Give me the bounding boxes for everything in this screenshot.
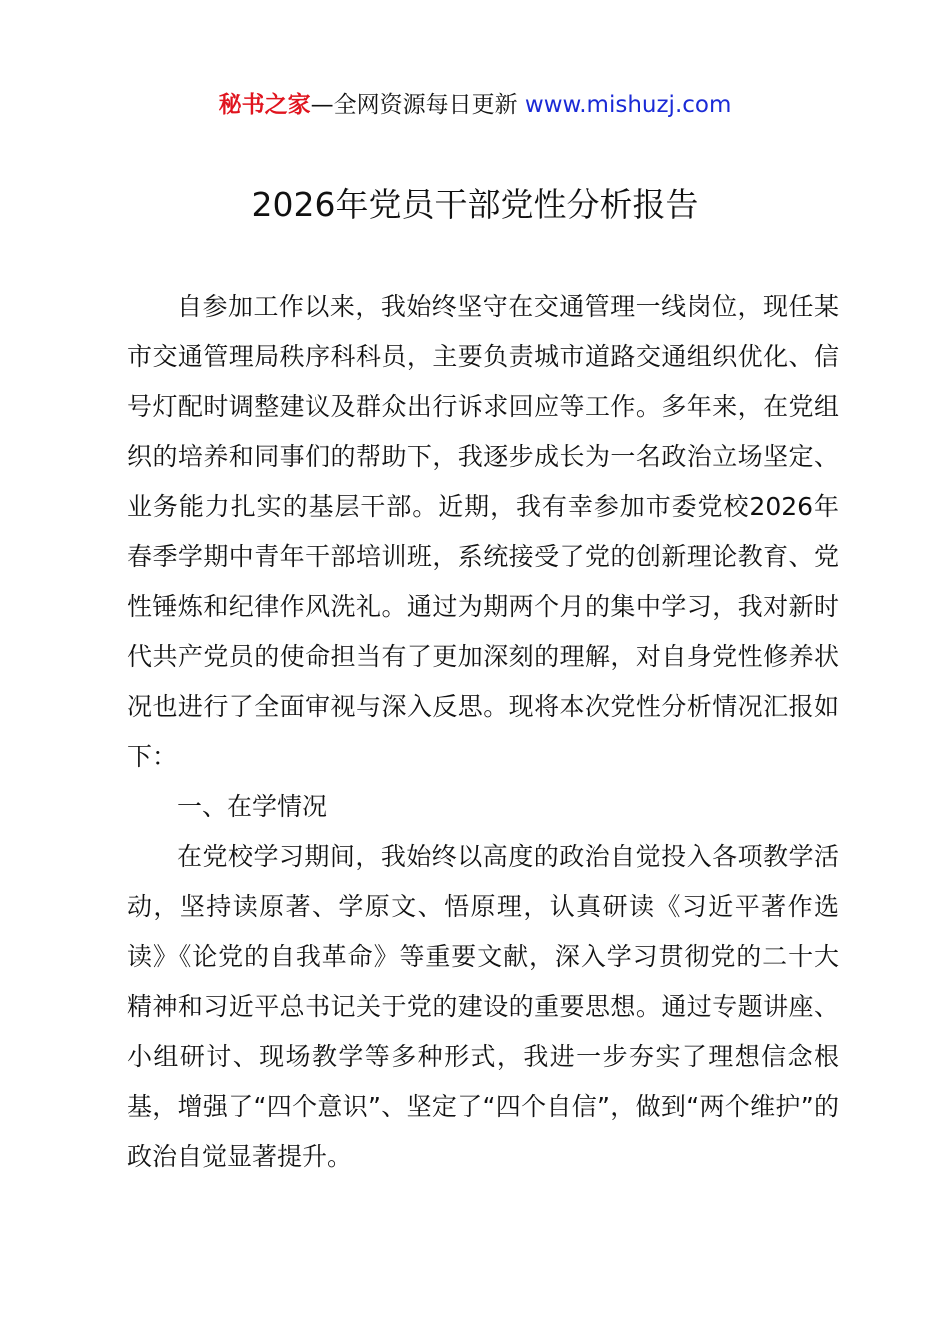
brand-name: 秘书之家 [218,92,311,118]
section-heading: 一、在学情况 [177,792,328,821]
document-title: 2026年党员干部党性分析报告 [251,185,699,224]
document-body [127,282,839,1182]
site-url-link[interactable]: www.mishuzj.com [524,92,732,118]
site-header [0,88,950,122]
intro-paragraph: 自参加工作以来，我始终坚守在交通管理一线岗位，现任某市交通管理局秩序科科员，主要负责城市道路交通组织优化、信号灯配时调整建议及群众出行诉求回应等工作。多年来，在党组织的培养和同事们的帮助下，我逐步成长为一名政治立场坚定、业务能力扎实的基层干部。近期，我有幸参加市委党校2026年春季学期中青年干部培训班，系统接受了党的创新理论教育、党性锤炼和纪律作风洗礼。通过为期两个月的集中学习，我对新时代共产党员的使命担当有了更加深刻的理解，对自身党性修养状况也进行了全面审视与深入反思。现将本次党性分析情况汇报如下： [127,292,839,771]
study-paragraph: 在党校学习期间，我始终以高度的政治自觉投入各项教学活动，坚持读原著、学原文、悟原理，认真研读《习近平著作选读》《论党的自我革命》等重要文献，深入学习贯彻党的二十大精神和习近平总书记关于党的建设的重要思想。通过专题讲座、小组研讨、现场教学等多种形式，我进一步夯实了理想信念根基，增强了“四个意识”、坚定了“四个自信”，做到“两个维护”的政治自觉显著提升。 [127,842,839,1171]
header-tagline: —全网资源每日更新 [310,92,518,118]
